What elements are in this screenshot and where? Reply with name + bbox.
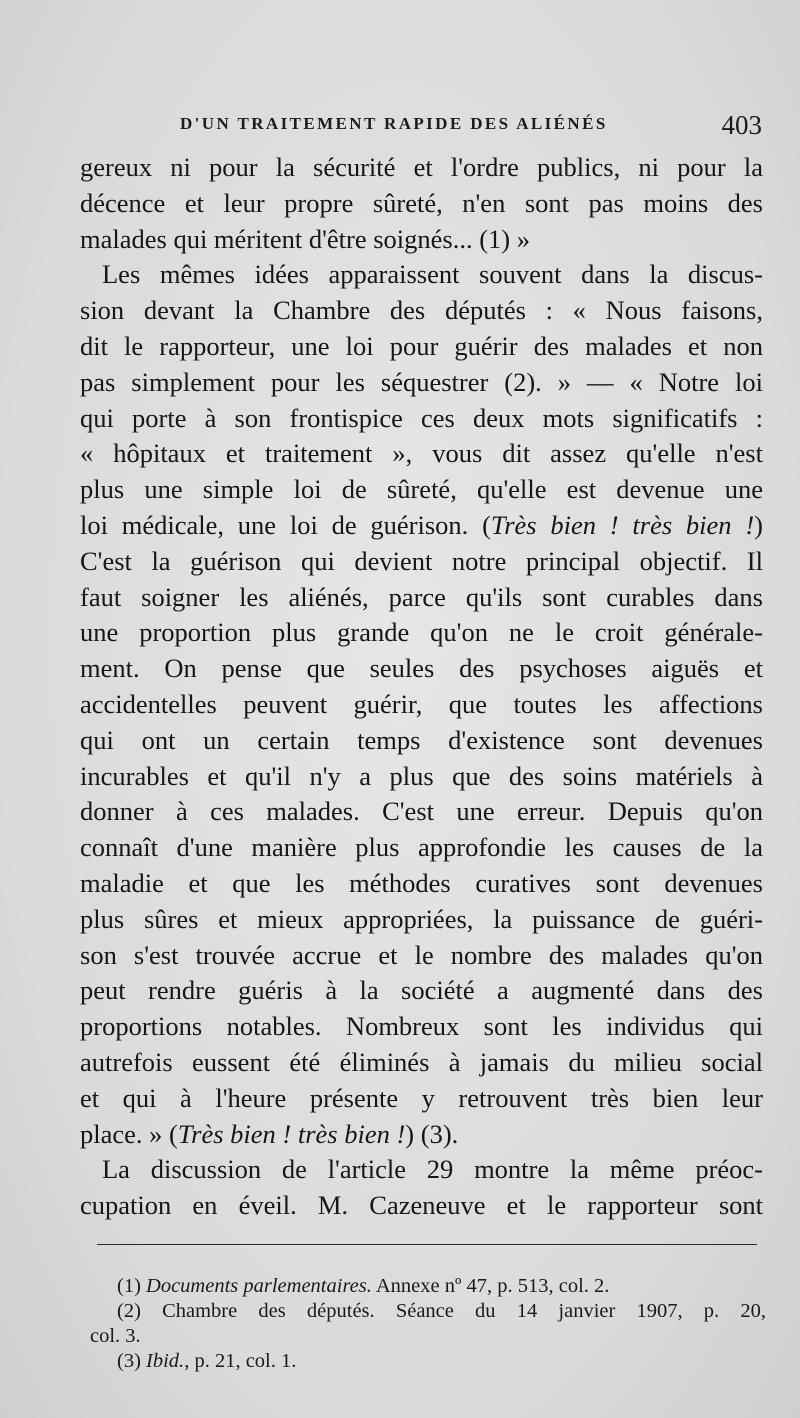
text-segment: Annexe nº 47, p. 513, col. 2.: [371, 1275, 610, 1297]
footnote-line: [90, 1349, 766, 1374]
text-line: décence et leur propre sûreté, n'en sont pas moins des: [80, 187, 763, 218]
text-line: [80, 1117, 763, 1153]
text-line: La discussion de l'article 29 montre la même préoc-: [102, 1154, 763, 1185]
text-line: ment. On pense que seules des psychoses aiguës et: [80, 653, 763, 684]
text-line: accidentelles peuvent guérir, que toutes les affections: [80, 688, 763, 719]
text-line: connaît d'une manière plus approfondie les causes de la: [80, 832, 763, 863]
running-title: D'UN TRAITEMENT RAPIDE DES ALIÉNÉS: [180, 114, 608, 133]
text-segment: (3): [117, 1350, 147, 1372]
text-line: plus sûres et mieux appropriées, la puissance de guéri-: [80, 903, 763, 934]
footnote-line: [90, 1274, 766, 1299]
text-line: [80, 508, 763, 544]
text-line: autrefois eussent été éliminés à jamais du milieu social: [80, 1046, 763, 1077]
page-number: 403: [721, 110, 762, 140]
text-line: Les mêmes idées apparaissent souvent dans la discus-: [102, 259, 763, 290]
text-line: pas simplement pour les séquestrer (2). » — « Notre loi: [80, 366, 763, 397]
italic-segment: Documents parlementaires.: [146, 1275, 372, 1297]
text-segment: ): [754, 509, 763, 540]
text-line: gereux ni pour la sécurité et l'ordre publics, ni pour la: [80, 152, 763, 182]
text-line: plus une simple loi de sûreté, qu'elle est devenue une: [80, 474, 763, 505]
text-line: incurables et qu'il n'y a plus que des soins matériels à: [80, 760, 763, 791]
text-segment: ) (3).: [405, 1118, 459, 1149]
text-line: malades qui méritent d'être soignés... (1) »: [80, 223, 530, 254]
text-line: son s'est trouvée accrue et le nombre des malades qu'on: [80, 939, 763, 970]
text-line: peut rendre guéris à la société a augmenté dans des: [80, 975, 763, 1006]
text-line: faut soigner les aliénés, parce qu'ils sont curables dans: [80, 581, 763, 612]
footnote: [90, 1299, 766, 1349]
text-line: « hôpitaux et traitement », vous dit assez qu'elle n'est: [80, 438, 763, 469]
text-segment: loi médicale, une loi de guérison. (: [80, 509, 491, 540]
italic-segment: Très bien ! très bien !: [490, 509, 755, 540]
italic-segment: Ibid.: [146, 1350, 185, 1372]
running-head: [80, 110, 762, 150]
text-segment: place. » (: [80, 1118, 178, 1149]
text-line: proportions notables. Nombreux sont les individus qui: [80, 1011, 763, 1042]
footnote: [90, 1274, 766, 1299]
text-line: dit le rapporteur, une loi pour guérir des malades et non: [80, 330, 763, 361]
footnote-line: col. 3.: [90, 1325, 141, 1347]
footnote: [90, 1349, 766, 1374]
text-line: maladie et que les méthodes curatives sont devenues: [80, 867, 763, 898]
text-line: une proportion plus grande qu'on ne le croit générale-: [80, 617, 763, 648]
text-segment: (1): [117, 1275, 147, 1297]
italic-segment: Très bien ! très bien !: [177, 1118, 406, 1149]
footnote-line: (2) Chambre des députés. Séance du 14 janvier 1907, p. 20,: [117, 1300, 766, 1322]
text-line: C'est la guérison qui devient notre principal objectif. Il: [80, 545, 763, 576]
text-line: cupation en éveil. M. Cazeneuve et le rapporteur sont: [80, 1190, 763, 1221]
text-line: sion devant la Chambre des députés : « Nous faisons,: [80, 295, 763, 326]
body-text: [80, 150, 763, 1224]
text-line: donner à ces malades. C'est une erreur. Depuis qu'on: [80, 796, 763, 827]
text-line: qui porte à son frontispice ces deux mots significatifs :: [80, 402, 763, 433]
text-segment: , p. 21, col. 1.: [184, 1350, 297, 1372]
footnotes: [90, 1274, 766, 1374]
text-line: et qui à l'heure présente y retrouvent très bien leur: [80, 1082, 763, 1113]
footnote-rule: [97, 1244, 757, 1245]
text-line: qui ont un certain temps d'existence sont devenues: [80, 724, 763, 755]
